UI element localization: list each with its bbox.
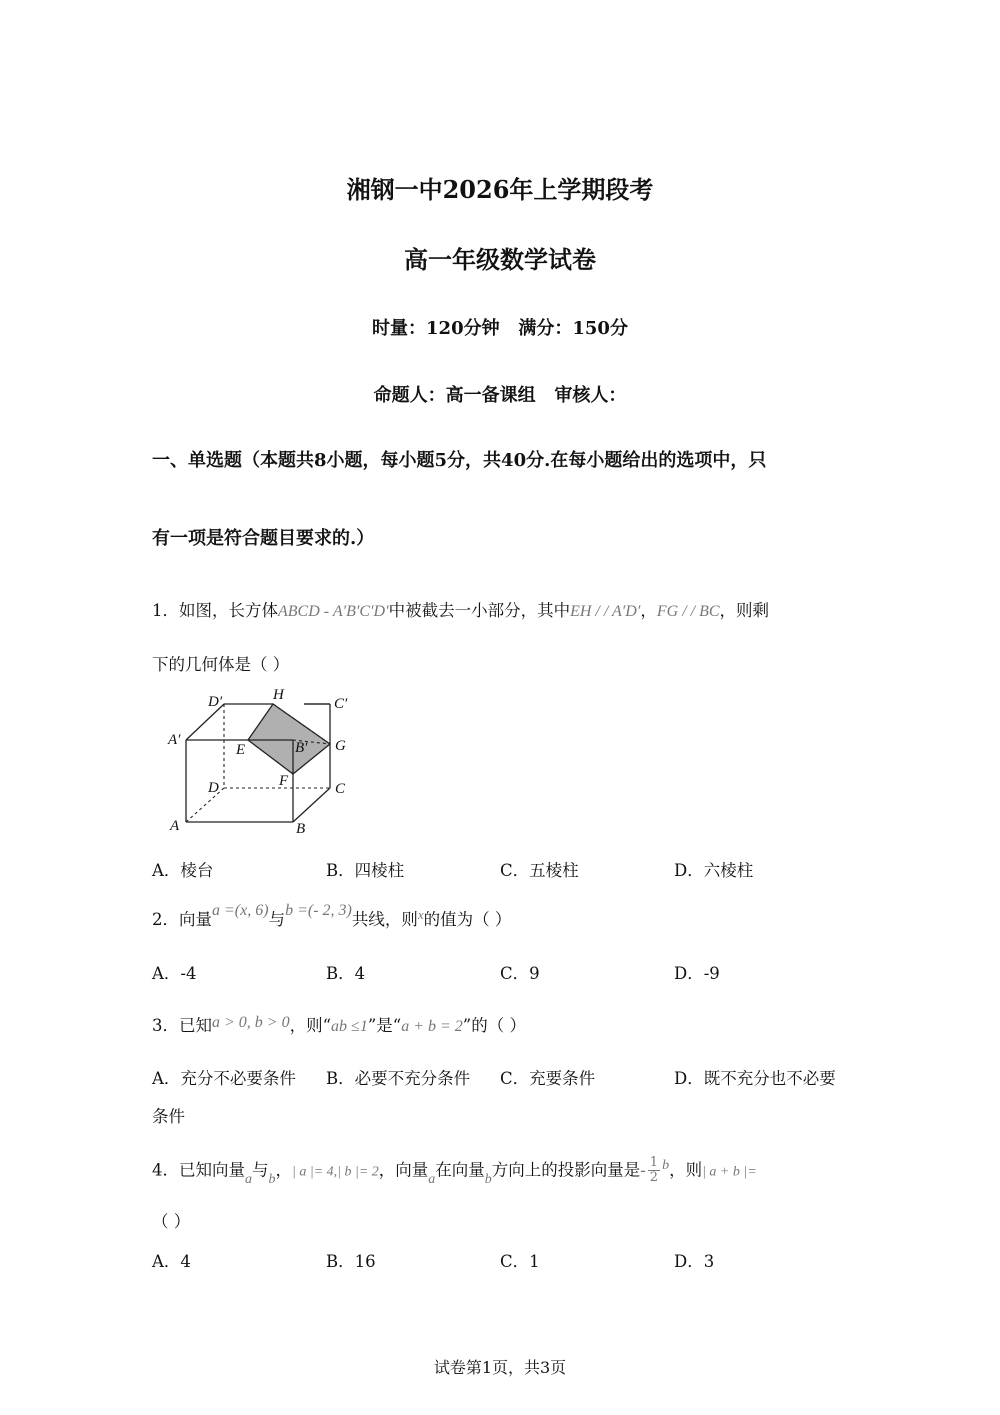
label-H: H	[273, 687, 284, 703]
q1-option-c[interactable]: C．五棱柱	[500, 861, 579, 880]
q1-option-d[interactable]: D．六棱柱	[674, 861, 754, 880]
q4-expression: | a + b |=	[702, 1164, 757, 1180]
label-A-prime: A′	[168, 732, 181, 748]
q3-option-d[interactable]: D．既不充分也不必要	[674, 1069, 836, 1088]
question-3: 3．已知a > 0, b > 0，则“ab ≤1”是“a + b = 2”的（ ）	[152, 1014, 526, 1035]
q2-option-a[interactable]: A．-4	[152, 964, 197, 983]
q1-option-b[interactable]: B．四棱柱	[326, 861, 405, 880]
label-A: A	[170, 818, 180, 834]
q4-option-b[interactable]: B．16	[326, 1252, 376, 1271]
section-heading-line1: 一、单选题（本题共8小题，每小题5分，共40分.在每小题给出的选项中，只	[152, 450, 767, 471]
label-D-prime: D′	[208, 694, 223, 710]
label-B: B	[296, 821, 306, 837]
q1-cond2: FG / / BC	[656, 603, 720, 620]
q3-condition: a > 0, b > 0	[212, 1014, 290, 1031]
exam-title: 湘钢一中2026年上学期段考	[346, 175, 654, 204]
cuboid-figure	[160, 682, 360, 842]
question-4-line1: 4．已知向量$_a$与$_b$，| a |= 4,| b |= 2，向量$_a$在向量$_b$方向上的投影向量是- $\frac{1}{2}$ $^b$，则| a + b |=	[152, 1155, 757, 1188]
q3-option-d-wrap: 条件	[152, 1107, 185, 1126]
q4-option-d[interactable]: D．3	[674, 1252, 715, 1271]
time-score-info: 时量：120分钟 满分：150分	[372, 318, 628, 339]
page-footer: 试卷第1页，共3页	[433, 1358, 567, 1377]
q2-option-b[interactable]: B．4	[326, 964, 366, 983]
q2-vector-a: a =(x, 6)	[212, 902, 269, 919]
q4-option-a[interactable]: A．4	[152, 1252, 191, 1271]
q4-norms: | a |= 4,| b |= 2	[292, 1164, 379, 1180]
label-E: E	[236, 742, 246, 758]
q3-q: a + b = 2	[401, 1018, 463, 1035]
label-C: C	[335, 781, 346, 797]
question-4-line2: （ ）	[152, 1212, 191, 1231]
label-B-prime: B′	[295, 740, 308, 756]
section-heading-line2: 有一项是符合题目要求的.）	[152, 528, 375, 549]
question-1-line2: 下的几何体是（ ）	[152, 655, 290, 674]
q1-cond1: EH / / A′D′	[570, 603, 641, 620]
q2-option-d[interactable]: D．-9	[674, 964, 720, 983]
q1-option-a[interactable]: A．棱台	[152, 861, 214, 880]
exam-subtitle: 高一年级数学试卷	[404, 245, 596, 274]
q3-option-c[interactable]: C．充要条件	[500, 1069, 596, 1088]
q3-option-b[interactable]: B．必要不充分条件	[326, 1069, 471, 1088]
q4-fraction: $\frac{1}{2}$	[649, 1155, 659, 1186]
label-F: F	[279, 773, 289, 789]
question-2: 2．向量a =(x, 6)与b =(- 2, 3)共线，则$^x$的值为（ ）	[152, 902, 512, 929]
q1-solid: ABCD - A′B′C′D′	[278, 603, 389, 620]
q4-option-c[interactable]: C．1	[500, 1252, 540, 1271]
q3-p: ab ≤1	[331, 1018, 368, 1035]
label-G: G	[335, 738, 346, 754]
q3-option-a[interactable]: A．充分不必要条件	[152, 1069, 296, 1088]
label-C-prime: C′	[334, 696, 348, 712]
q2-option-c[interactable]: C．9	[500, 964, 540, 983]
q2-vector-b: b =(- 2, 3)	[285, 902, 352, 919]
label-D: D	[208, 780, 219, 796]
author-info: 命题人：高一备课组 审核人：	[373, 385, 627, 406]
question-1-line1: 1．如图，长方体ABCD - A′B′C′D′中被截去一小部分，其中EH / / A′D′，FG / / BC，则剩	[152, 601, 770, 620]
